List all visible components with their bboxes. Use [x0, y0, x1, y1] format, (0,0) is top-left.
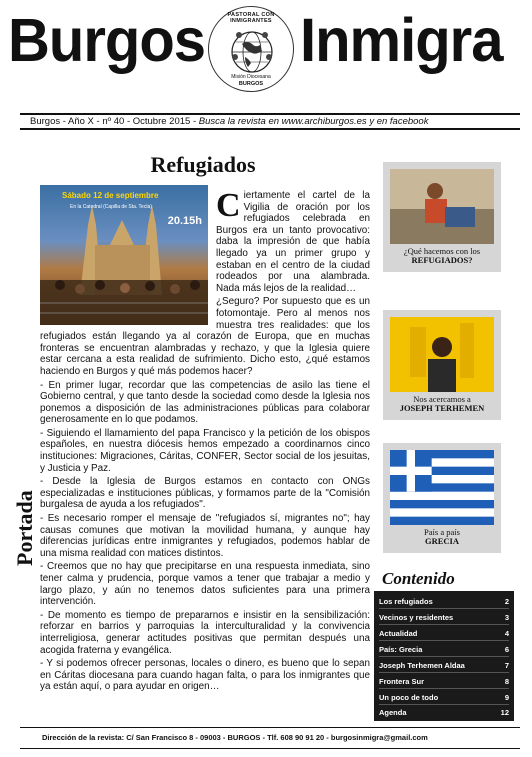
- contents-page: 3: [504, 613, 509, 622]
- contents-item: [379, 626, 509, 641]
- contents-label: País: Grecia: [379, 645, 423, 654]
- contents-label: Frontera Sur: [379, 677, 425, 686]
- box-caption: [383, 247, 501, 265]
- poster-place: En la Catedral (Capilla de Sta. Tecla): [70, 204, 152, 210]
- article-paragraph: - Siguiendo el llamamiento del papa Francisco y la petición de los obispos españoles, en nuestra diócesis hemos empezado a coordinarnos cinco instituciones: Migraciones, Cáritas, CONFER, Sector social de los jesuitas, y Justicia y Paz.: [40, 427, 370, 474]
- poster-date: Sábado 12 de septiembre: [62, 191, 159, 200]
- contents-label: Los refugiados: [379, 597, 433, 606]
- contents-label: Actualidad: [379, 629, 418, 638]
- seal-bottom-text: Misión Diocesana: [231, 74, 271, 80]
- portada-label: Portada: [12, 490, 37, 566]
- masthead-title-left: Burgos: [8, 6, 205, 75]
- contents-page: 2: [504, 597, 509, 606]
- contents-item: [379, 690, 509, 705]
- article-paragraph: - Es necesario romper el mensaje de "refugiados sí, migrantes no"; hay causas comunes que motivan la movilidad humana, y aunque hay diferencias jurídicas entre inmigrantes y refugiados, podemos hablar de una misma realidad con matices distintos.: [40, 513, 370, 559]
- vigil-poster-image: [40, 185, 208, 325]
- contents-box: [374, 591, 514, 721]
- contents-page: 9: [504, 693, 509, 702]
- contents-item: [379, 674, 509, 689]
- article-paragraph: - Creemos que no hay que precipitarse en una respuesta inmediata, sino tener calma y prudencia, porque vamos a tener que trabajar a medio y largo plazo, y aún no tenemos datos suficientes para una primera intervención.: [40, 561, 370, 608]
- contents-label: Agenda: [379, 708, 407, 717]
- box-caption-line2: GRECIA: [424, 536, 459, 546]
- contents-page: 12: [500, 708, 509, 717]
- contents-item: [379, 594, 509, 609]
- box-caption-line1: Nos acercamos a: [413, 394, 471, 404]
- box-joseph: [383, 310, 501, 420]
- contents-label: Un poco de todo: [379, 693, 439, 702]
- seal-city-text: BURGOS: [238, 81, 264, 87]
- box-caption: [383, 528, 501, 546]
- contents-item: [379, 642, 509, 657]
- article-paragraph: ¿Seguro? Por supuesto que es un fotomontaje. Pero al menos nos muestra tres realidades: que los refugiados están llegando ya al corazón de Europa, que en muchas fronteras se encuentran alambradas y rechazo, y que la Iglesia quiere estar cercana a esta realidad de sufrimiento. Dicho esto, ¿qué estamos haciendo en Burgos y qué más podemos hacer?: [40, 296, 370, 377]
- contents-page: 7: [504, 661, 509, 670]
- contents-page: 4: [504, 629, 509, 638]
- article-title: Refugiados: [150, 152, 256, 177]
- article-paragraph: - Y si podemos ofrecer personas, locales o dinero, es bueno que lo sepan en Cáritas diocesana para cuando hagan falta, o para los inmigrantes que ya están aquí, o para ayudar en origen…: [40, 658, 370, 693]
- poster-time: 20.15h: [167, 215, 202, 227]
- contents-item: [379, 658, 509, 673]
- refugee-child-photo: [390, 169, 494, 244]
- box-grecia: [383, 443, 501, 553]
- footer-address: Dirección de la revista: C/ San Francisco 8 - 09003 - BURGOS - Tlf. 608 90 91 20 - burgosinmigra@gmail.com: [20, 727, 520, 749]
- issue-line: [20, 113, 520, 130]
- masthead-title-right: Inmigra: [300, 6, 503, 75]
- masthead: [0, 0, 532, 120]
- seal-top-text: PASTORAL CON INMIGRANTES: [227, 12, 275, 24]
- contents-item: [379, 610, 509, 625]
- article-paragraph: iertamente el cartel de la Vigilia de oración por los refugiados celebrada en Burgos era un tanto provocativo: daba la impresión de que había llegado ya un primer grupo y estaban en el centro de la ciudad rodeados por una alambrada. Nada más lejos de la realidad…: [216, 190, 370, 294]
- drop-cap: C: [216, 187, 241, 224]
- issue-info: Burgos - Año X - nº 40 - Octubre 2015 -: [30, 116, 197, 127]
- box-caption-line1: País a país: [424, 527, 460, 537]
- contents-label: Vecinos y residentes: [379, 613, 454, 622]
- article-paragraph: - En primer lugar, recordar que las competencias de asilo las tiene el Gobierno central, y que tanto desde la sociedad como desde la Iglesia nos ponemos a disposición de las administraciones públicas para colaborar generosamente en lo que podamos.: [40, 379, 370, 426]
- contents-label: Joseph Terhemen Aldaa: [379, 661, 465, 670]
- contents-page: 8: [504, 677, 509, 686]
- article-paragraph: - Desde la Iglesia de Burgos estamos en contacto con ONGs especializadas e instituciones públicas, y formamos parte de la "Comisión burgalesa de ayuda a los refugiados".: [40, 476, 370, 511]
- box-caption-line1: ¿Qué hacemos con los: [403, 246, 481, 256]
- contents-title: Contenido: [382, 569, 455, 588]
- box-caption: [383, 395, 501, 413]
- article-paragraph: - De momento es tiempo de prepararnos e insistir en la sensibilización: reforzar en barrios y parroquias la interculturalidad y la convivencia interreligiosa, generar actitudes positivas que permitan después una acogida fraterna y evangélica.: [40, 609, 370, 656]
- portada-label-wrap: [8, 460, 38, 570]
- box-caption-line2: JOSEPH TERHEMEN: [399, 403, 485, 413]
- box-refugiados: [383, 162, 501, 272]
- contents-page: 6: [504, 645, 509, 654]
- issue-web-info: Busca la revista en www.archiburgos.es y en facebook: [198, 116, 429, 127]
- contents-item: [379, 705, 509, 720]
- box-caption-line2: REFUGIADOS?: [411, 255, 473, 265]
- greece-flag-icon: [390, 450, 494, 525]
- joseph-photo: [390, 317, 494, 392]
